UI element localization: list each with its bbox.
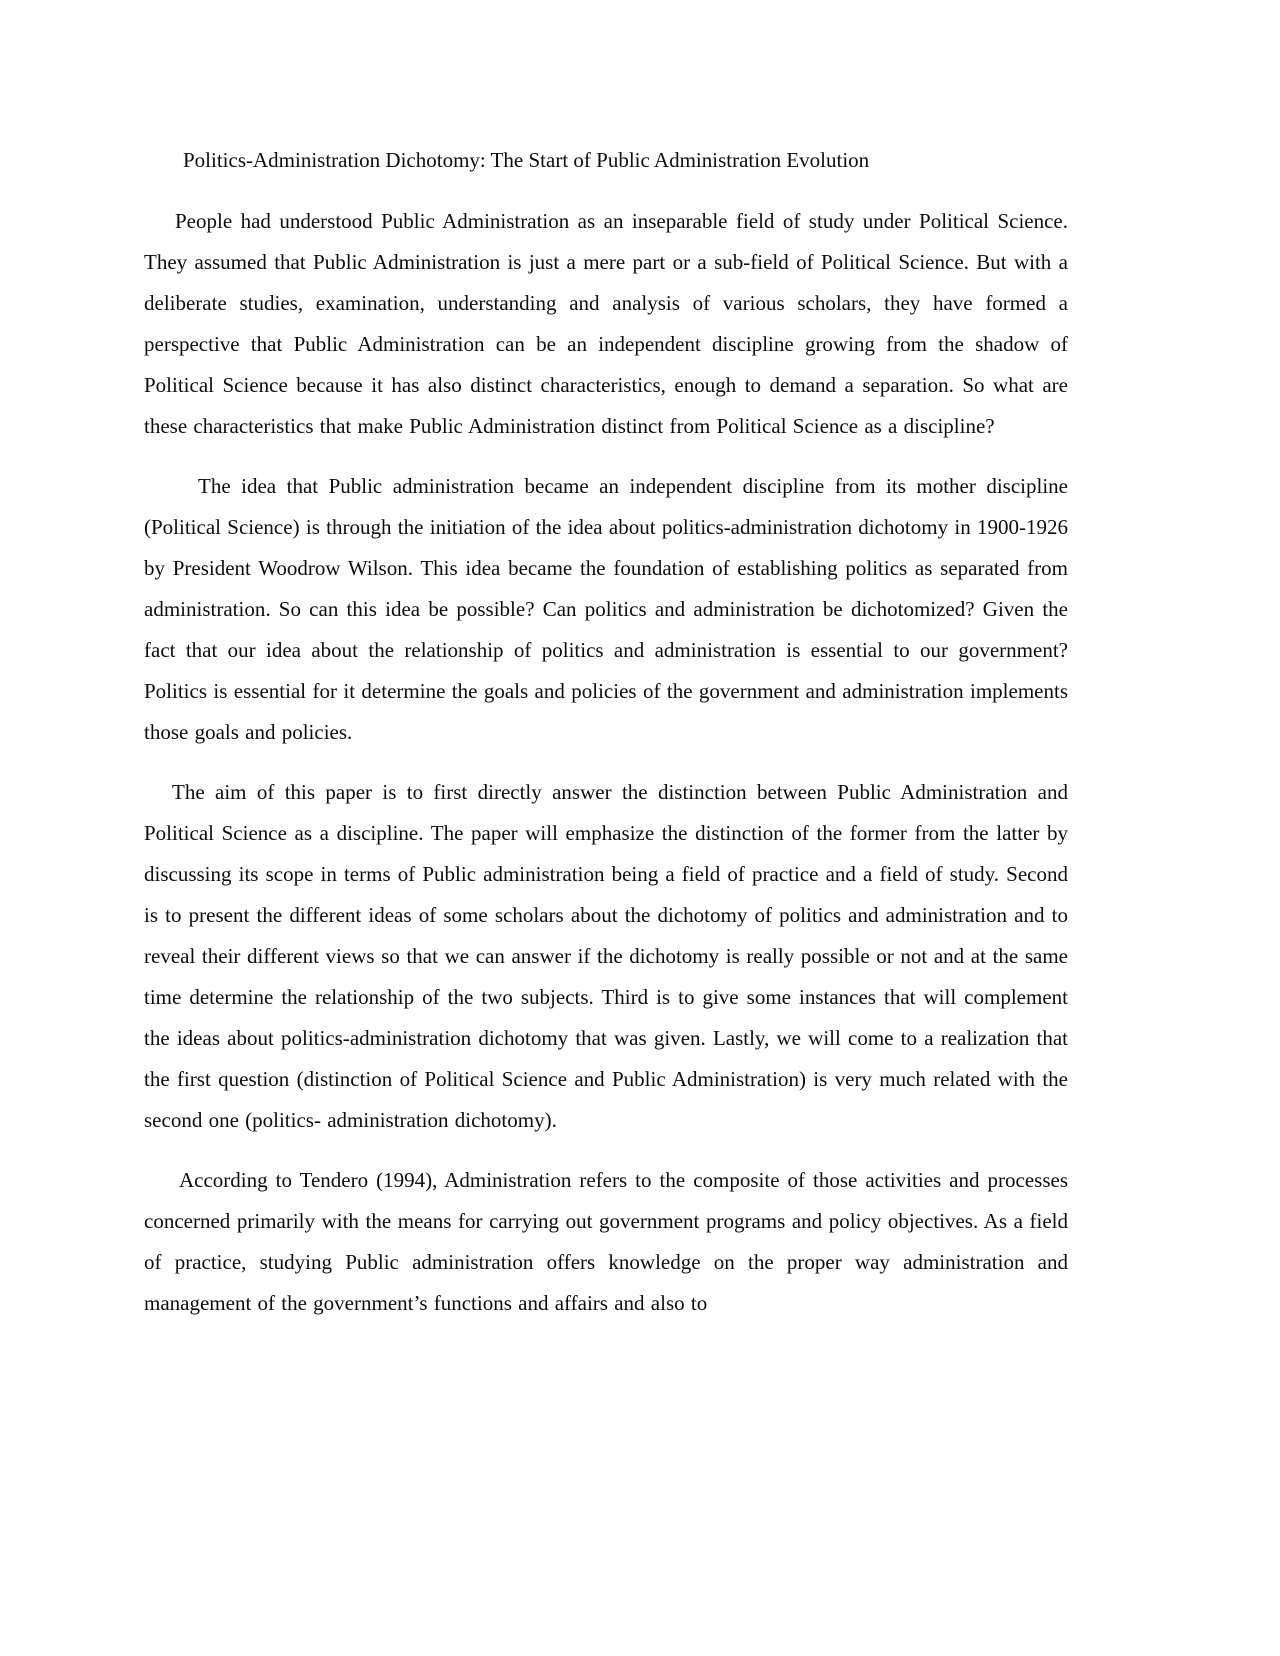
paragraph-tendero-definition: According to Tendero (1994), Administration refers to the composite of those activities and processes concerned primarily with the means for carrying out government programs and policy objectives. As a field of practice, studying Public administration offers knowledge on the proper way administration and management of the government’s functions and affairs and also to [144, 1168, 1068, 1315]
paragraph-dichotomy-idea: The idea that Public administration became an independent discipline from its mother discipline (Political Science) is through the initiation of the idea about politics-administration dichotomy in 1900-1926 by President Woodrow Wilson. This idea became the foundation of establishing politics as separated from administration. So can this idea be possible? Can politics and administration be dichotomized? Given the fact that our idea about the relationship of politics and administration is essential to our government? Politics is essential for it determine the goals and policies of the government and administration implements those goals and policies. [144, 474, 1068, 744]
page-title: Politics-Administration Dichotomy: The Start of Public Administration Evolution [183, 148, 870, 172]
paragraph-intro: People had understood Public Administration as an inseparable field of study under Political Science. They assumed that Public Administration is just a mere part or a sub-field of Political Science. But with a deliberate studies, examination, understanding and analysis of various scholars, they have formed a perspective that Public Administration can be an independent discipline growing from the shadow of Political Science because it has also distinct characteristics, enough to demand a separation. So what are these characteristics that make Public Administration distinct from Political Science as a discipline? [144, 209, 1068, 438]
paragraph-paper-aim: The aim of this paper is to first directly answer the distinction between Public Administration and Political Science as a discipline. The paper will emphasize the distinction of the former from the latter by discussing its scope in terms of Public administration being a field of practice and a field of study. Second is to present the different ideas of some scholars about the dichotomy of politics and administration and to reveal their different views so that we can answer if the dichotomy is really possible or not and at the same time determine the relationship of the two subjects. Third is to give some instances that will complement the ideas about politics-administration dichotomy that was given. Lastly, we will come to a realization that the first question (distinction of Political Science and Public Administration) is very much related with the second one (politics- administration dichotomy). [144, 780, 1068, 1132]
